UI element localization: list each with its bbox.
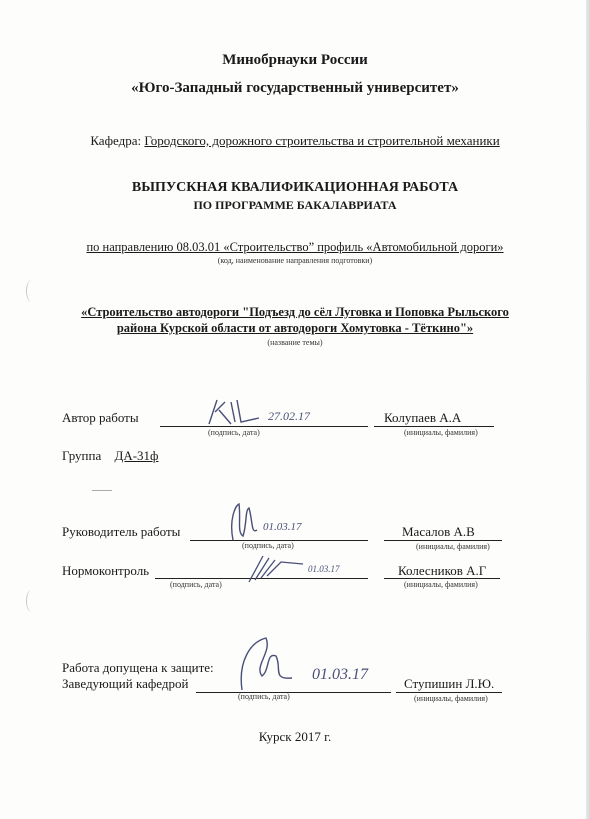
scan-edge-shadow — [586, 0, 590, 819]
supervisor-signature-icon — [225, 500, 265, 546]
admission-sign-date: 01.03.17 — [312, 666, 368, 683]
head-name: Ступишин Л.Ю. — [404, 676, 495, 691]
supervisor-sign-date: 01.03.17 — [263, 521, 302, 533]
admission-label: Работа допущена к защите: — [62, 660, 214, 675]
author-sign-date: 27.02.17 — [268, 409, 310, 423]
group-label: Группа — [62, 448, 102, 463]
work-title-line1: ВЫПУСКНАЯ КВАЛИФИКАЦИОННАЯ РАБОТА — [131, 180, 459, 195]
author-name-line — [374, 426, 494, 427]
ministry-name: Минобрнауки России — [222, 52, 368, 68]
author-name-caption: (инициалы, фамилия) — [404, 428, 478, 437]
city-year: Курск 2017 г. — [258, 729, 332, 744]
university-name: «Юго-Западный государственный университет» — [131, 80, 459, 96]
topic-caption: (название темы) — [267, 338, 323, 347]
author-name: Колупаев А.А — [384, 410, 462, 425]
normcontrol-name: Колесников А.Г — [398, 563, 487, 578]
topic-line2: района Курской области от автодороги Хомутовка - Тёткино"» — [116, 321, 474, 335]
head-signature-icon — [232, 632, 302, 696]
admission-sign-caption: (подпись, дата) — [238, 692, 290, 701]
punch-hole-mark — [26, 280, 37, 302]
punch-hole-mark — [26, 590, 37, 612]
supervisor-sign-caption: (подпись, дата) — [242, 541, 294, 550]
department-value: Городского, дорожного строительства и строительной механики — [144, 133, 500, 148]
head-name-caption: (инициалы, фамилия) — [414, 694, 488, 703]
faint-dash — [92, 490, 112, 491]
normcontrol-label: Нормоконтроль — [62, 563, 150, 578]
department-line — [0, 133, 590, 149]
topic-line1: «Строительство автодороги "Подъезд до сёл Луговка и Поповка Рыльского — [81, 305, 509, 319]
author-sign-caption: (подпись, дата) — [208, 428, 260, 437]
author-signature-icon — [205, 396, 265, 432]
group-line — [62, 448, 158, 464]
supervisor-label: Руководитель работы — [62, 524, 181, 539]
normcontrol-signature-icon — [245, 552, 305, 586]
supervisor-name-caption: (инициалы, фамилия) — [416, 542, 490, 551]
group-value: ДА-31ф — [114, 448, 159, 463]
head-of-department-label: Заведующий кафедрой — [62, 676, 189, 691]
supervisor-name: Масалов А.В — [402, 524, 475, 539]
normcontrol-name-line — [384, 578, 500, 579]
head-name-line — [396, 692, 502, 693]
normcontrol-sign-date: 01.03.17 — [308, 564, 340, 574]
normcontrol-name-caption: (инициалы, фамилия) — [404, 580, 478, 589]
work-title-line2: ПО ПРОГРАММЕ БАКАЛАВРИАТА — [193, 198, 397, 212]
direction-text: по направлению 08.03.01 «Строительство” профиль «Автомобильной дороги» — [86, 240, 504, 254]
direction-caption: (код, наименование направления подготовки) — [217, 256, 373, 265]
author-label: Автор работы — [62, 410, 139, 425]
supervisor-name-line — [384, 540, 502, 541]
normcontrol-sign-caption: (подпись, дата) — [170, 580, 222, 589]
department-label: Кафедра: — [90, 133, 142, 148]
